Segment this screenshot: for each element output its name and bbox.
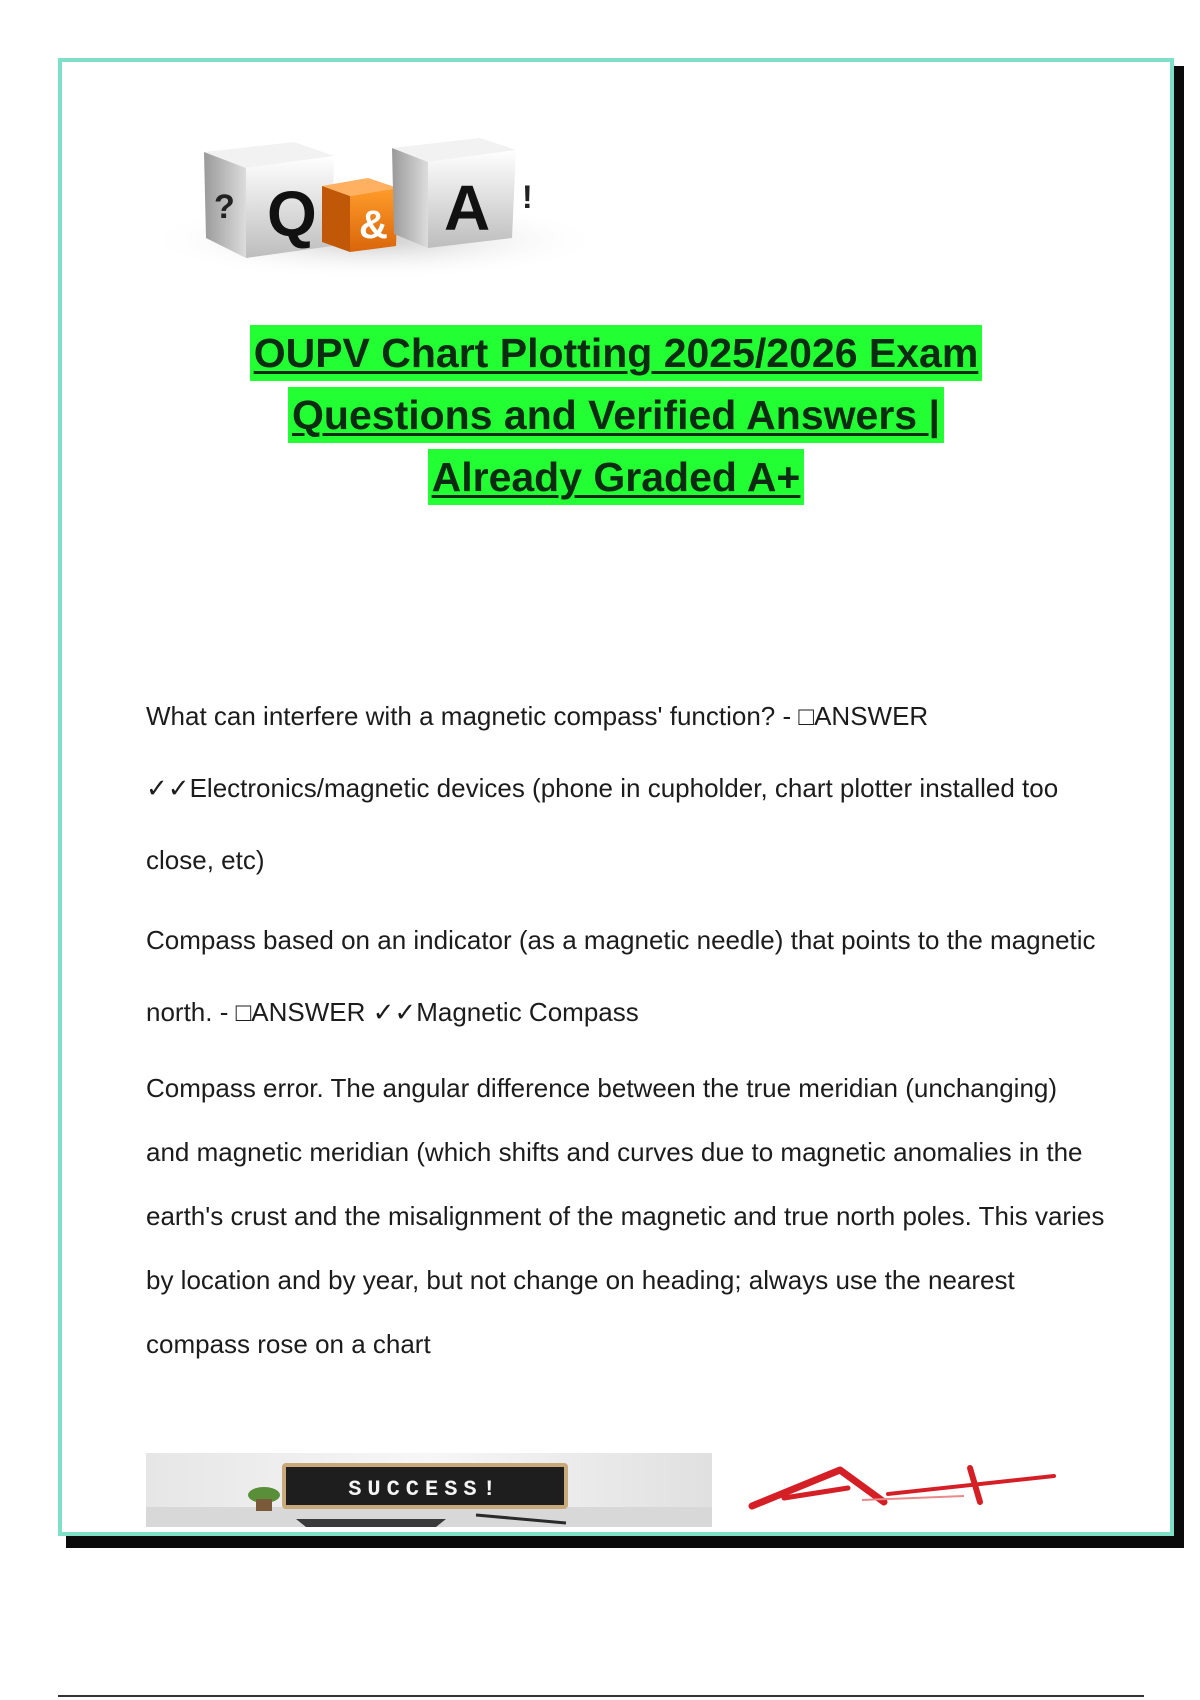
qa-item (146, 904, 1106, 1048)
qa-text: What can interfere with a magnetic compass' function? - □ANSWER ✓✓Electronics/magnetic devices (phone in cupholder, chart plotter installed too close, etc) (146, 701, 1059, 875)
qa-content (146, 680, 1106, 1384)
qa-text: Compass based on an indicator (as a magnetic needle) that points to the magnetic north. - □ANSWER ✓✓Magnetic Compass (146, 925, 1096, 1027)
qa-item (146, 1056, 1106, 1376)
question-mark: ? (214, 188, 235, 226)
title-line-2: Questions and Verified Answers | (288, 387, 944, 443)
qa-item (146, 680, 1106, 896)
a-plus-grade-icon (744, 1462, 1060, 1522)
qa-dice-icon (146, 98, 602, 278)
ampersand: & (359, 203, 388, 247)
document-title (100, 322, 1132, 508)
bottom-rule (58, 1695, 1144, 1697)
q-letter: Q (267, 178, 317, 250)
success-text: SUCCESS! (348, 1477, 502, 1502)
qa-text: Compass error. The angular difference between the true meridian (unchanging) and magnetic meridian (which shifts and curves due to magnetic anomalies in the earth's crust and the misalignment of the magnetic and true north poles. This varies by location and by year, but not change on heading; always use the nearest compass rose on a chart (146, 1073, 1105, 1359)
title-line-3: Already Graded A+ (428, 449, 805, 505)
success-banner-image (146, 1453, 712, 1527)
a-letter: A (444, 172, 491, 244)
title-line-1: OUPV Chart Plotting 2025/2026 Exam (250, 325, 983, 381)
exclamation-mark: ! (522, 179, 533, 215)
